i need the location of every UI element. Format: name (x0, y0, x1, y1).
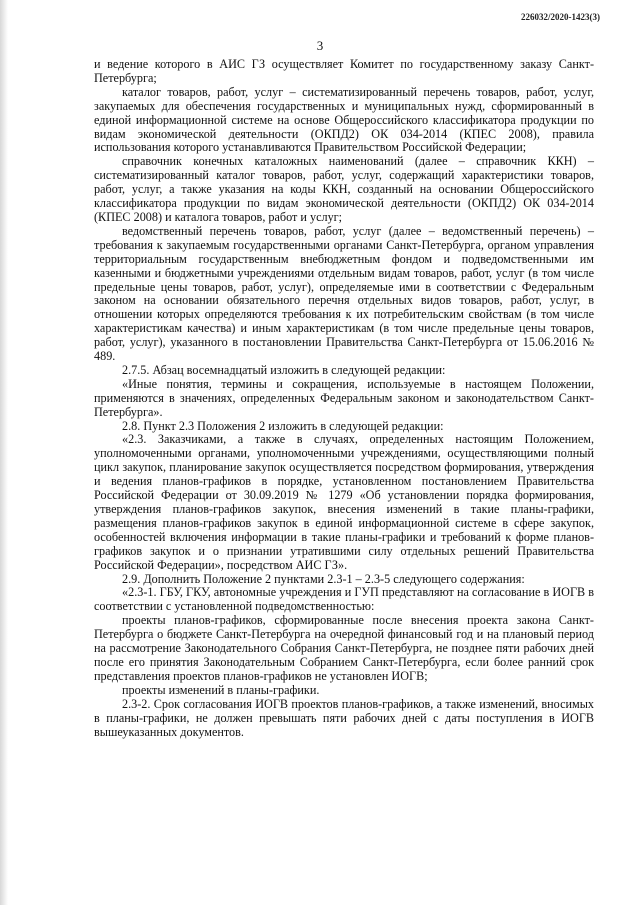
paragraph: проекты изменений в планы-графики. (122, 682, 320, 697)
paragraph: каталог товаров, работ, услуг – систематизированный перечень товаров, работ, услуг, закупаемых для обеспечения государственных и муниципальных нужд, сформированный в единой информационной системе на основе Общероссийского классификатора продукции по видам экономической деятельности (ОКПД2) ОК 034-2014 (КПЕС 2008), правила использования которого устанавливаются Правительством Российской Федерации; (94, 84, 594, 155)
paragraph: и ведение которого в АИС ГЗ осуществляет Комитет по государственному заказу Санкт-Петербурга; (94, 57, 594, 85)
paragraph: 2.9. Дополнить Положение 2 пунктами 2.3-1 – 2.3-5 следующего содержания: (122, 571, 525, 586)
page-number: 3 (316, 38, 324, 53)
scan-edge-shadow (0, 0, 8, 905)
paragraph: ведомственный перечень товаров, работ, услуг (далее – ведомственный перечень) – требования к закупаемым государственными органами Санкт-Петербурга, органом управления территориальным государственным внебюджетным фондом и подведомственными им казенными и бюджетными учреждениями отдельным видам товаров, работ, услуг (в том числе предельные цены товаров, работ, услуг), определяемые ими в соответствии с Федеральным законом на основании обязательного перечня отдельных видов товаров, работ, услуг, в отношении которых определяются требования к их потребительским свойствам (в том числе характеристикам качества) и иным характеристикам (в том числе предельные цены товаров, работ, услуг), указанного в постановлении Правительства Санкт-Петербурга от 15.06.2016 № 489. (94, 223, 594, 364)
paragraph: 2.7.5. Абзац восемнадцатый изложить в следующей редакции: (122, 362, 446, 377)
paragraph: 2.8. Пункт 2.3 Положения 2 изложить в следующей редакции: (122, 418, 444, 433)
document-body (94, 58, 594, 739)
paragraph: справочник конечных каталожных наименований (далее – справочник ККН) – систематизированный каталог товаров, работ, услуг, содержащий характеристики товаров, работ, услуг, а также указания на коды ККН, созданный на основании Общероссийского классификатора продукции по видам экономической деятельности (ОКПД2) ОК 034-2014 (КПЕС 2008) и каталога товаров, работ и услуг; (94, 154, 594, 224)
paragraph: проекты планов-графиков, сформированные после внесения проекта закона Санкт-Петербурга о бюджете Санкт-Петербурга на очередной финансовый год и на плановый период на рассмотрение Законодательного Собрания Санкт-Петербурга, не позднее пяти рабочих дней после его принятия Законодательным Собранием Санкт-Петербурга, если более ранний срок представления проектов планов-графиков не установлен ИОГВ; (94, 613, 594, 683)
paragraph: «2.3-1. ГБУ, ГКУ, автономные учреждения и ГУП представляют на согласование в ИОГВ в соответствии с установленной подведомственностью: (94, 585, 594, 614)
paragraph: 2.3-2. Срок согласования ИОГВ проектов планов-графиков, а также изменений, вносимых в планы-графики, не должен превышать пяти рабочих дней с даты поступления в ИОГВ вышеуказанных документов. (94, 696, 594, 739)
document-code: 226032/2020-1423(3) (521, 12, 600, 22)
paragraph: «2.3. Заказчиками, а также в случаях, определенных настоящим Положением, уполномоченными органами, уполномоченными учреждениями, осуществляющими полный цикл закупок, планирование закупок осуществляется посредством формирования, утверждения и ведения планов-графиков в порядке, установленном постановлением Правительства Российской Федерации от 30.09.2019 № 1279 «Об установлении порядка формирования, утверждения планов-графиков закупок, внесения изменений в такие планы-графики, размещения планов-графиков закупок в единой информационной системе в сфере закупок, особенностей включения информации в такие планы-графики и требований к форме планов-графиков закупок и о признании утратившими силу отдельных решений Правительства Российской Федерации», посредством АИС ГЗ». (94, 432, 594, 572)
paragraph: «Иные понятия, термины и сокращения, используемые в настоящем Положении, применяются в значениях, определенных Федеральным законом и законодательством Санкт-Петербурга». (94, 376, 594, 419)
